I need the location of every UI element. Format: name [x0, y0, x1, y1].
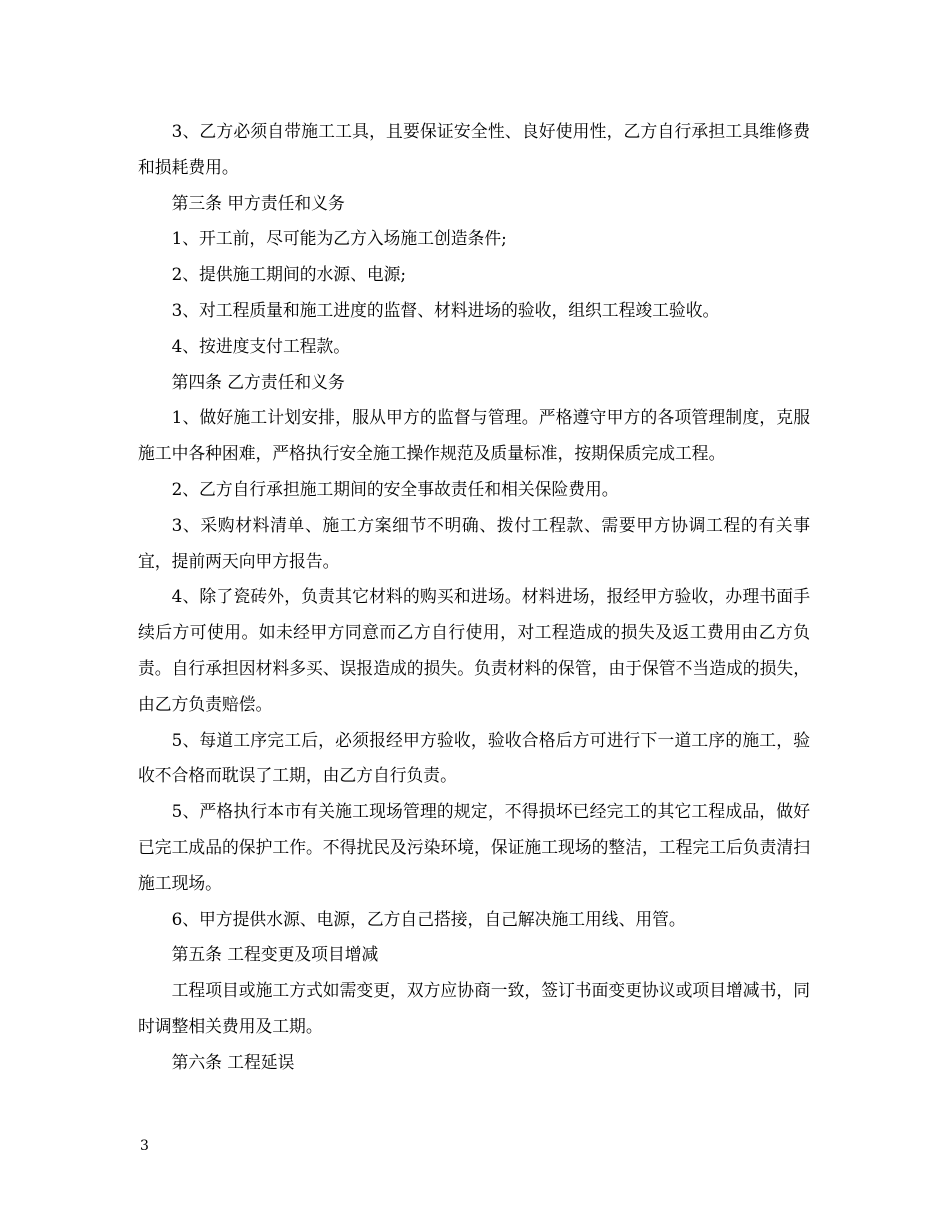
clause-paragraph: 3、采购材料清单、施工方案细节不明确、拨付工程款、需要甲方协调工程的有关事宜，提前两天向甲方报告。: [138, 514, 810, 571]
clause-paragraph: 3、乙方必须自带施工工具，且要保证安全性、良好使用性，乙方自行承担工具维修费和损耗费用。: [138, 121, 810, 177]
clause-paragraph: 5、每道工序完工后，必须报经甲方验收，验收合格后方可进行下一道工序的施工，验收不合格而耽误了工期，由乙方自行负责。: [138, 729, 810, 786]
clause-paragraph: 6、甲方提供水源、电源，乙方自己搭接，自己解决施工用线、用管。: [171, 908, 686, 929]
section-heading-article-6: 第六条 工程延误: [171, 1051, 295, 1072]
clause-paragraph: 2、乙方自行承担施工期间的安全事故责任和相关保险费用。: [171, 478, 619, 499]
clause-paragraph: 5、严格执行本市有关施工现场管理的规定，不得损坏已经完工的其它工程成品，做好已完工成品的保护工作。不得扰民及污染环境，保证施工现场的整洁，工程完工后负责清扫施工现场。: [138, 801, 810, 893]
clause-paragraph: 3、对工程质量和施工进度的监督、材料进场的验收，组织工程竣工验收。: [171, 299, 720, 320]
clause-paragraph: 4、除了瓷砖外，负责其它材料的购买和进场。材料进场，报经甲方验收，办理书面手续后方可使用。如未经甲方同意而乙方自行使用，对工程造成的损失及返工费用由乙方负责。自行承担因材料多买、误报造成的损失。负责材料的保管，由于保管不当造成的损失，由乙方负责赔偿。: [138, 586, 810, 714]
clause-paragraph: 4、按进度支付工程款。: [171, 335, 351, 356]
clause-paragraph: 1、做好施工计划安排，服从甲方的监督与管理。严格遵守甲方的各项管理制度，克服施工中各种困难，严格执行安全施工操作规范及质量标准，按期保质完成工程。: [138, 407, 810, 464]
section-heading-article-4: 第四条 乙方责任和义务: [171, 371, 345, 392]
section-heading-article-3: 第三条 甲方责任和义务: [171, 192, 345, 213]
document-body: [138, 114, 810, 1081]
clause-paragraph: 2、提供施工期间的水源、电源;: [171, 264, 407, 285]
clause-paragraph: 工程项目或施工方式如需变更，双方应协商一致，签订书面变更协议或项目增减书，同时调整相关费用及工期。: [138, 980, 810, 1036]
section-heading-article-5: 第五条 工程变更及项目增减: [171, 944, 379, 965]
clause-paragraph: 1、开工前，尽可能为乙方入场施工创造条件;: [171, 228, 507, 249]
page-number: 3: [140, 1138, 149, 1154]
